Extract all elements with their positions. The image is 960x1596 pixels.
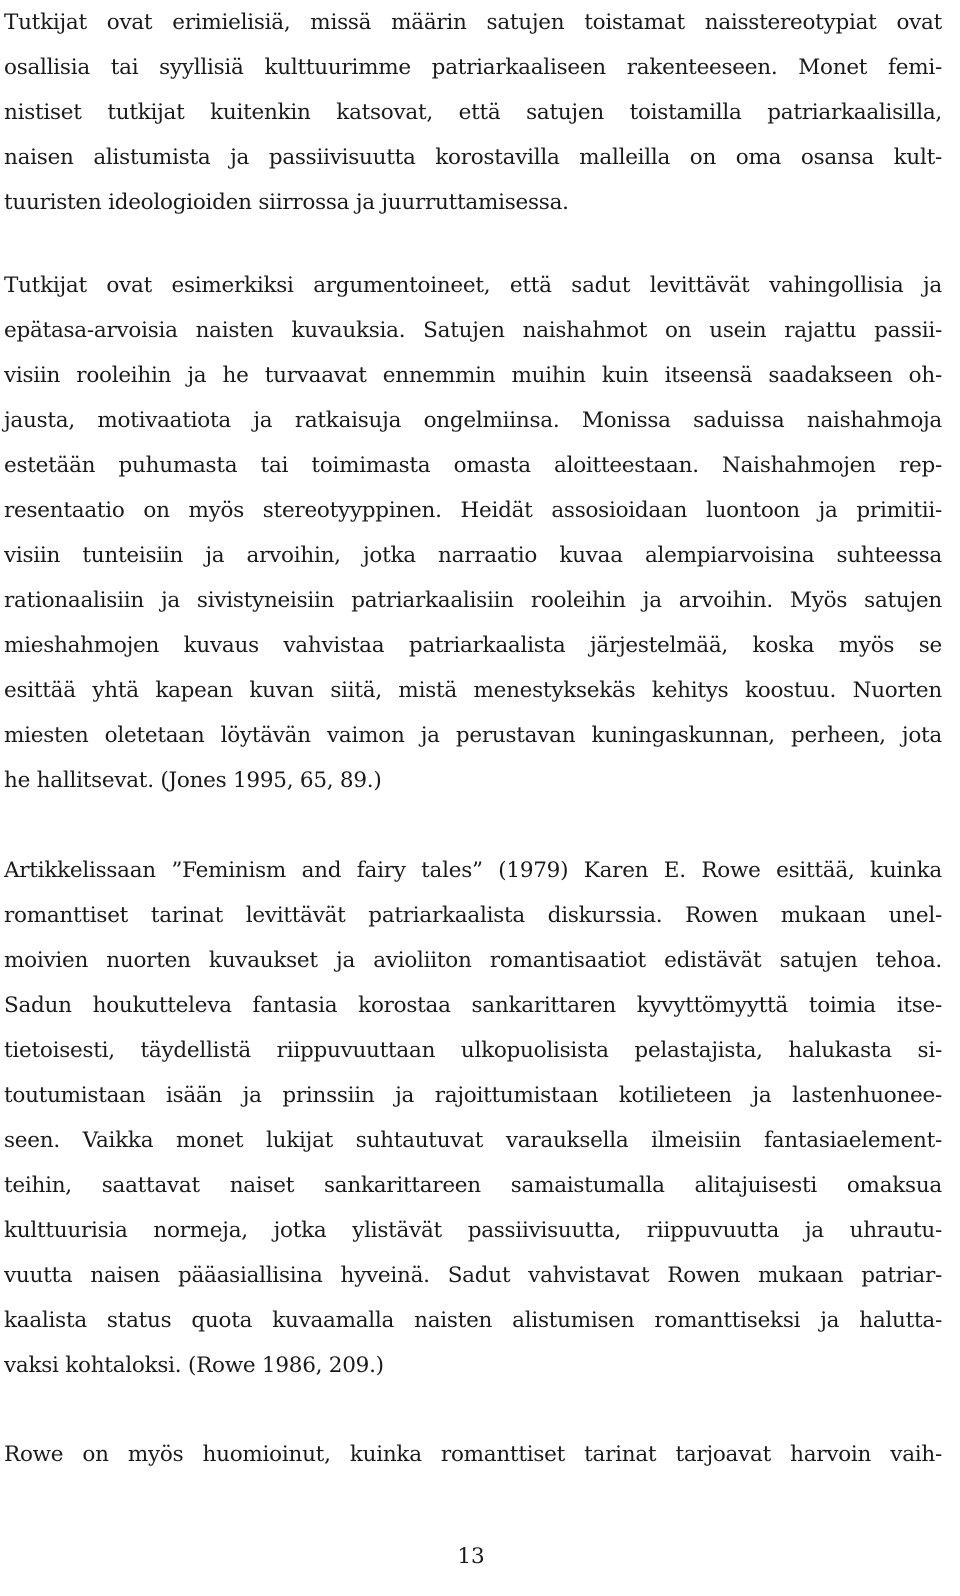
paragraph-3 <box>4 848 942 1388</box>
text-line: moivien nuorten kuvaukset ja avioliiton romantisaatiot edistävät satujen tehoa. <box>4 948 942 973</box>
paragraph-4 <box>4 1432 942 1477</box>
text-line: he hallitsevat. (Jones 1995, 65, 89.) <box>4 768 382 793</box>
text-line: nistiset tutkijat kuitenkin katsovat, että satujen toistamilla patriarkaalisilla, <box>4 100 942 125</box>
text-line: tietoisesti, täydellistä riippuvuuttaan ulkopuolisista pelastajista, halukasta si- <box>4 1038 942 1063</box>
text-line: Artikkelissaan ”Feminism and fairy tales” (1979) Karen E. Rowe esittää, kuinka <box>4 858 942 883</box>
text-line: toutumistaan isään ja prinssiin ja rajoittumistaan kotilieteen ja lastenhuonee- <box>4 1083 942 1108</box>
text-line: romanttiset tarinat levittävät patriarkaalista diskurssia. Rowen mukaan unel- <box>4 903 942 928</box>
text-line: teihin, saattavat naiset sankarittareen samaistumalla alitajuisesti omaksua <box>4 1173 942 1198</box>
text-line: estetään puhumasta tai toimimasta omasta aloitteestaan. Naishahmojen rep- <box>4 453 942 478</box>
text-line: vuutta naisen pääasiallisina hyveinä. Sadut vahvistavat Rowen mukaan patriar- <box>4 1263 942 1288</box>
text-line: tuuristen ideologioiden siirrossa ja juurruttamisessa. <box>4 190 569 215</box>
text-line: kaalista status quota kuvaamalla naisten alistumisen romanttiseksi ja halutta- <box>4 1308 942 1333</box>
text-line: resentaatio on myös stereotyyppinen. Heidät assosioidaan luontoon ja primitii- <box>4 498 942 523</box>
text-line: kulttuurisia normeja, jotka ylistävät passiivisuutta, riippuvuutta ja uhrautu- <box>4 1218 942 1243</box>
text-line: seen. Vaikka monet lukijat suhtautuvat varauksella ilmeisiin fantasiaelement- <box>4 1128 942 1153</box>
text-line: naisen alistumista ja passiivisuutta korostavilla malleilla on oma osansa kult- <box>4 145 942 170</box>
page-number: 13 <box>457 1544 485 1569</box>
text-line: Rowe on myös huomioinut, kuinka romanttiset tarinat tarjoavat harvoin vaih- <box>4 1442 942 1467</box>
text-line: Tutkijat ovat erimielisiä, missä määrin satujen toistamat naisstereotypiat ovat <box>4 10 942 35</box>
text-line: epätasa-arvoisia naisten kuvauksia. Satujen naishahmot on usein rajattu passii- <box>4 318 942 343</box>
text-line: Sadun houkutteleva fantasia korostaa sankarittaren kyvyttömyyttä toimia itse- <box>4 993 942 1018</box>
text-line: osallisia tai syyllisiä kulttuurimme patriarkaaliseen rakenteeseen. Monet femi- <box>4 55 942 80</box>
paragraph-1 <box>4 0 942 225</box>
text-line: esittää yhtä kapean kuvan siitä, mistä menestyksekäs kehitys koostuu. Nuorten <box>4 678 942 703</box>
text-line: miesten oletetaan löytävän vaimon ja perustavan kuningaskunnan, perheen, jota <box>4 723 942 748</box>
text-line: visiin rooleihin ja he turvaavat ennemmin muihin kuin itseensä saadakseen oh- <box>4 363 942 388</box>
text-line: rationaalisiin ja sivistyneisiin patriarkaalisiin rooleihin ja arvoihin. Myös satujen <box>4 588 942 613</box>
text-line: mieshahmojen kuvaus vahvistaa patriarkaalista järjestelmää, koska myös se <box>4 633 942 658</box>
text-line: vaksi kohtaloksi. (Rowe 1986, 209.) <box>4 1353 384 1378</box>
text-line: Tutkijat ovat esimerkiksi argumentoineet, että sadut levittävät vahingollisia ja <box>4 273 942 298</box>
text-line: jausta, motivaatiota ja ratkaisuja ongelmiinsa. Monissa saduissa naishahmoja <box>4 408 942 433</box>
paragraph-2 <box>4 263 942 803</box>
text-line: visiin tunteisiin ja arvoihin, jotka narraatio kuvaa alempiarvoisina suhteessa <box>4 543 942 568</box>
